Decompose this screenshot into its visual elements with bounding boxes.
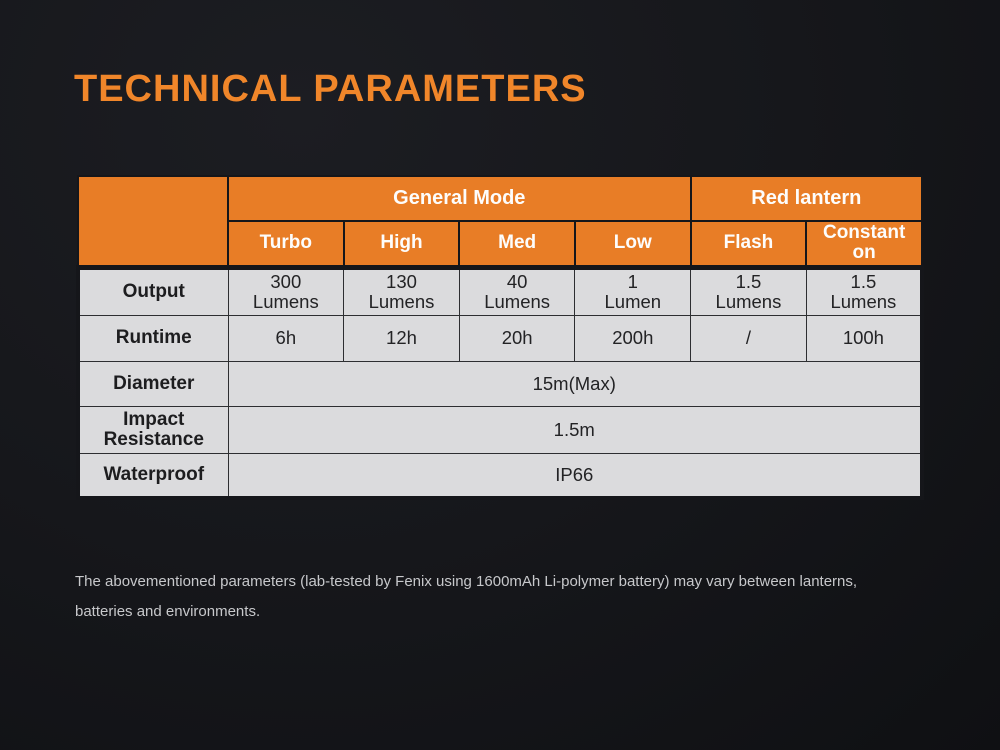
output-turbo-cell — [228, 267, 344, 315]
output-turbo-number: 300 — [270, 270, 302, 292]
output-high-unit: Lumens — [368, 291, 435, 313]
header-mode-constant-on: Constant on — [806, 221, 922, 267]
row-label-runtime: Runtime — [78, 315, 228, 361]
runtime-high-cell: 12h — [344, 315, 460, 361]
footnote-line-1: The abovementioned parameters (lab-tested by Fenix using 1600mAh Li-polymer battery) may vary between lanterns, — [75, 573, 858, 590]
output-constant-number: 1.5 — [850, 270, 877, 292]
header-mode-high: High — [344, 221, 460, 267]
output-turbo-unit: Lumens — [252, 291, 319, 313]
output-constant-cell — [806, 267, 922, 315]
table-header — [78, 176, 922, 267]
output-med-unit: Lumens — [484, 291, 551, 313]
runtime-constant-cell: 100h — [806, 315, 922, 361]
row-label-output: Output — [78, 267, 228, 315]
output-low-number: 1 — [627, 270, 638, 292]
row-label-impact-resistance: Impact Resistance — [78, 406, 228, 453]
header-mode-med: Med — [459, 221, 575, 267]
header-mode-turbo: Turbo — [228, 221, 344, 267]
impact-resistance-value-cell: 1.5m — [228, 406, 922, 453]
table-row-diameter — [78, 361, 922, 406]
technical-parameters-table — [76, 175, 924, 500]
output-high-number: 130 — [386, 270, 417, 292]
runtime-flash-cell: / — [691, 315, 807, 361]
output-med-cell — [459, 267, 575, 315]
runtime-low-cell: 200h — [575, 315, 691, 361]
footnote-line-2: batteries and environments. — [75, 603, 261, 620]
header-general-mode: General Mode — [228, 176, 691, 221]
output-constant-unit: Lumens — [830, 291, 897, 313]
output-flash-cell — [691, 267, 807, 315]
output-high-cell — [344, 267, 460, 315]
output-low-unit: Lumen — [604, 291, 662, 313]
table-row-waterproof — [78, 453, 922, 498]
diameter-value-cell: 15m(Max) — [228, 361, 922, 406]
waterproof-value-cell: IP66 — [228, 453, 922, 498]
header-group-row — [78, 176, 922, 221]
output-low-cell — [575, 267, 691, 315]
header-mode-flash: Flash — [691, 221, 807, 267]
output-flash-number: 1.5 — [735, 270, 762, 292]
runtime-med-cell: 20h — [459, 315, 575, 361]
runtime-turbo-cell: 6h — [228, 315, 344, 361]
table-row-impact-resistance — [78, 406, 922, 453]
footnote — [75, 567, 945, 627]
table-body — [78, 267, 922, 498]
header-mode-low: Low — [575, 221, 691, 267]
row-label-waterproof: Waterproof — [78, 453, 228, 498]
table-row-output — [78, 267, 922, 315]
header-red-lantern: Red lantern — [691, 176, 922, 221]
output-flash-unit: Lumens — [715, 291, 782, 313]
output-med-number: 40 — [506, 270, 528, 292]
page-title: TECHNICAL PARAMETERS — [74, 68, 587, 110]
table-row-runtime — [78, 315, 922, 361]
row-label-diameter: Diameter — [78, 361, 228, 406]
table-corner-cell — [78, 176, 228, 267]
